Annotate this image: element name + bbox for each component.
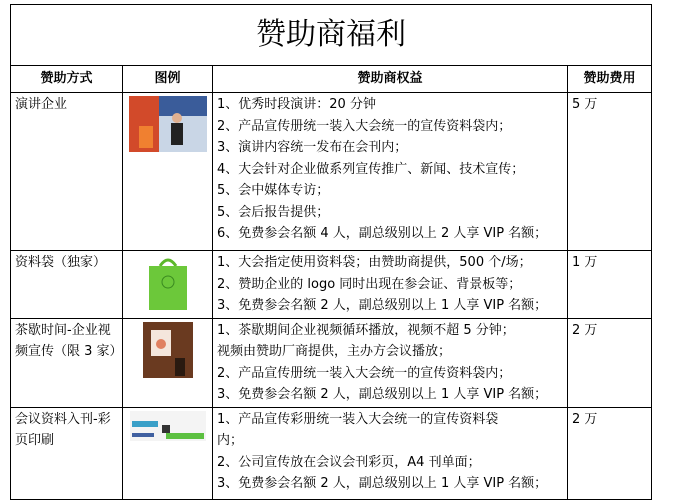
page-title: 赞助商福利 (11, 5, 652, 66)
benefit-item: 内； (217, 433, 244, 448)
image-cell (123, 318, 213, 407)
table-row (11, 407, 652, 499)
fee: 2 万 (568, 318, 652, 407)
video-screen-photo (143, 322, 193, 378)
fee: 2 万 (568, 407, 652, 499)
benefit-item: 3、免费参会名额 2 人，副总级别以上 1 人享 VIP 名额； (217, 298, 548, 313)
benefits-cell (213, 318, 568, 407)
fee: 1 万 (568, 251, 652, 319)
benefit-item: 3、演讲内容统一发布在会刊内； (217, 140, 408, 155)
benefit-item: 2、公司宣传放在会议会刊彩页，A4 刊单面； (217, 454, 481, 470)
brochure-page-photo (130, 411, 206, 441)
image-cell (123, 407, 213, 499)
image-cell (123, 251, 213, 319)
image-cell (123, 93, 213, 251)
sponsor-type: 演讲企业 (11, 93, 123, 251)
header-benefits: 赞助商权益 (213, 66, 568, 93)
benefit-item: 2、产品宣传册统一装入大会统一的宣传资料袋内； (217, 118, 512, 134)
sponsor-type: 茶歇时间-企业视频宣传（限 3 家） (11, 318, 123, 407)
benefit-item: 2、赞助企业的 logo 同时出现在参会证、背景板等； (217, 276, 522, 292)
benefits-cell (213, 251, 568, 319)
header-fee: 赞助费用 (568, 66, 652, 93)
sponsor-benefits-table (10, 4, 652, 500)
benefit-item: 3、免费参会名额 2 人，副总级别以上 1 人享 VIP 名额； (217, 387, 548, 402)
benefits-cell (213, 93, 568, 251)
header-row (11, 66, 652, 93)
benefit-item: 1、优秀时段演讲：20 分钟 (217, 97, 376, 112)
speaker-photo (129, 96, 207, 152)
benefit-item: 1、茶歇期间企业视频循环播放，视频不超 5 分钟； (217, 322, 515, 338)
benefit-item: 视频由赞助厂商提供，主办方会议播放； (217, 344, 452, 359)
header-image: 图例 (123, 66, 213, 93)
benefit-item: 5、会后报告提供； (217, 204, 330, 220)
benefit-item: 1、大会指定使用资料袋；由赞助商提供，500 个/场； (217, 255, 532, 270)
green-bag-photo (143, 254, 193, 312)
table-row (11, 318, 652, 407)
benefit-item: 6、免费参会名额 4 人，副总级别以上 2 人享 VIP 名额； (217, 226, 548, 241)
table-row (11, 251, 652, 319)
benefit-item: 3、免费参会名额 2 人，副总级别以上 1 人享 VIP 名额； (217, 476, 548, 491)
sponsor-type: 会议资料入刊-彩页印刷 (11, 407, 123, 499)
benefit-item: 1、产品宣传彩册统一装入大会统一的宣传资料袋 (217, 411, 499, 427)
benefit-item: 4、大会针对企业做系列宣传推广、新闻、技术宣传； (217, 161, 525, 177)
benefit-item: 5、会中媒体专访； (217, 183, 330, 198)
fee: 5 万 (568, 93, 652, 251)
benefits-cell (213, 407, 568, 499)
benefit-item: 2、产品宣传册统一装入大会统一的宣传资料袋内； (217, 365, 512, 381)
sponsor-type: 资料袋（独家） (11, 251, 123, 319)
table-row (11, 93, 652, 251)
header-type: 赞助方式 (11, 66, 123, 93)
